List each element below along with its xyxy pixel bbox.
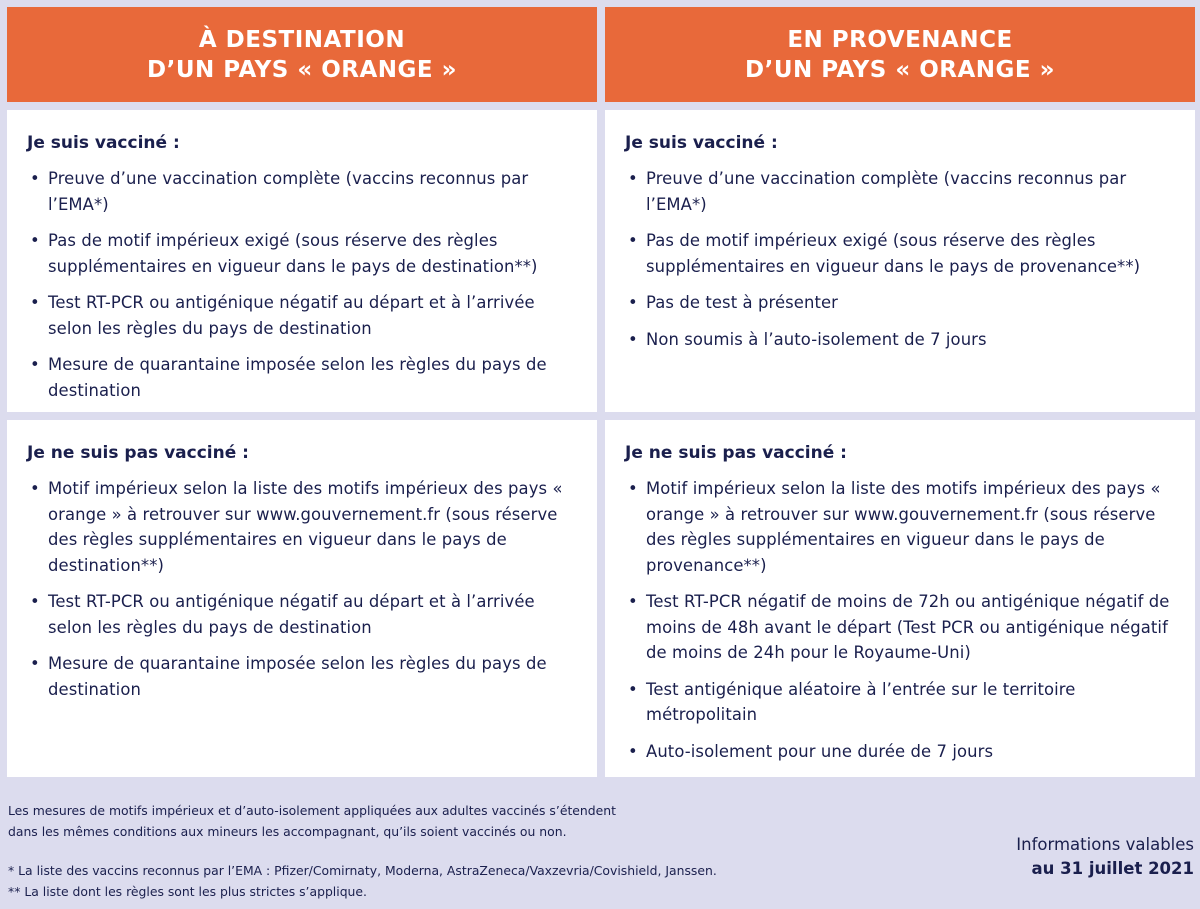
header-provenance-line1: EN PROVENANCE <box>787 26 1013 53</box>
header-destination <box>7 7 597 102</box>
panel-title: Je suis vacciné : <box>625 133 778 153</box>
header-provenance-line2: D’UN PAYS « ORANGE » <box>745 56 1055 83</box>
list-item: • Preuve d’une vaccination complète (vaccins reconnus par l’EMA*) <box>27 166 575 217</box>
minors-note-line1: Les mesures de motifs impérieux et d’auto-isolement appliquées aux adultes vaccinés s’étendent <box>8 803 616 818</box>
header-provenance <box>605 7 1195 102</box>
ema-footnote: * La liste des vaccins reconnus par l’EMA : Pfizer/Comirnaty, Moderna, AstraZeneca/Vaxzevria/Covishield, Janssen. <box>8 863 717 878</box>
list-item: • Mesure de quarantaine imposée selon les règles du pays de destination <box>27 352 575 403</box>
list-item: • Test RT-PCR négatif de moins de 72h ou antigénique négatif de moins de 48h avant le départ (Test PCR ou antigénique négatif de moins de 24h pour le Royaume-Uni) <box>625 589 1173 666</box>
list-item: • Mesure de quarantaine imposée selon les règles du pays de destination <box>27 651 575 702</box>
validity-line1: Informations valables <box>1016 835 1194 854</box>
list-item: • Auto-isolement pour une durée de 7 jours <box>625 739 1173 765</box>
validity-date: au 31 juillet 2021 <box>1031 859 1194 878</box>
minors-note-line2: dans les mêmes conditions aux mineurs les accompagnant, qu’ils soient vaccinés ou non. <box>8 824 567 839</box>
panel-destination-vaccinated <box>7 110 597 412</box>
list-item: • Test RT-PCR ou antigénique négatif au départ et à l’arrivée selon les règles du pays de destination <box>27 589 575 640</box>
rule-list <box>27 476 575 702</box>
list-item: • Preuve d’une vaccination complète (vaccins reconnus par l’EMA*) <box>625 166 1173 217</box>
header-destination-line2: D’UN PAYS « ORANGE » <box>147 56 457 83</box>
panel-title: Je ne suis pas vacciné : <box>625 443 847 463</box>
validity-notice <box>934 833 1194 881</box>
strictest-footnote: ** La liste dont les règles sont les plus strictes s’applique. <box>8 884 367 899</box>
list-item: • Test antigénique aléatoire à l’entrée sur le territoire métropolitain <box>625 677 1173 728</box>
panel-provenance-vaccinated <box>605 110 1195 412</box>
panel-title: Je ne suis pas vacciné : <box>27 443 249 463</box>
header-destination-line1: À DESTINATION <box>198 26 406 53</box>
rule-list <box>625 476 1173 764</box>
list-item: • Pas de motif impérieux exigé (sous réserve des règles supplémentaires en vigueur dans le pays de destination**) <box>27 228 575 279</box>
list-item: • Non soumis à l’auto-isolement de 7 jours <box>625 327 1173 353</box>
list-item: • Motif impérieux selon la liste des motifs impérieux des pays « orange » à retrouver sur www.gouvernement.fr (sous réserve des règles supplémentaires en vigueur dans le pays de destination**) <box>27 476 575 578</box>
panel-destination-unvaccinated <box>7 420 597 777</box>
footnotes <box>8 800 908 902</box>
panel-title: Je suis vacciné : <box>27 133 180 153</box>
panel-provenance-unvaccinated <box>605 420 1195 777</box>
list-item: • Motif impérieux selon la liste des motifs impérieux des pays « orange » à retrouver sur www.gouvernement.fr (sous réserve des règles supplémentaires en vigueur dans le pays de provenance**) <box>625 476 1173 578</box>
list-item: • Test RT-PCR ou antigénique négatif au départ et à l’arrivée selon les règles du pays de destination <box>27 290 575 341</box>
list-item: • Pas de test à présenter <box>625 290 1173 316</box>
rule-list <box>27 166 575 403</box>
list-item: • Pas de motif impérieux exigé (sous réserve des règles supplémentaires en vigueur dans le pays de provenance**) <box>625 228 1173 279</box>
rule-list <box>625 166 1173 352</box>
